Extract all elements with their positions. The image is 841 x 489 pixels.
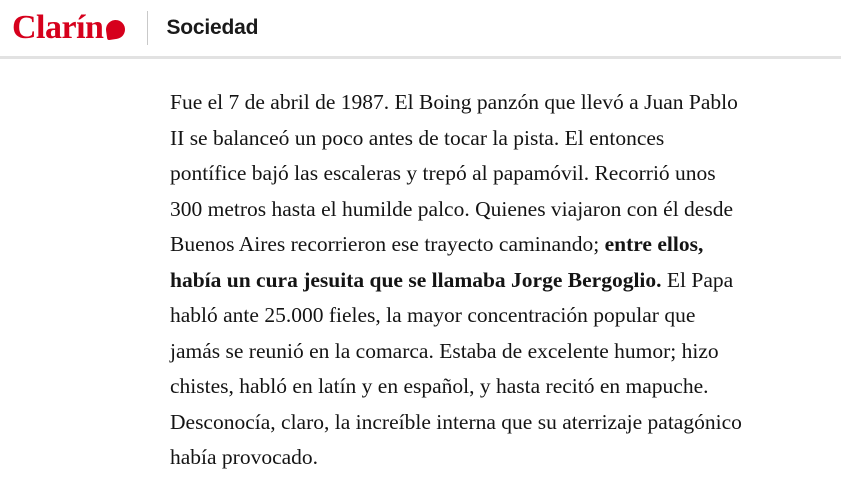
section-title[interactable]: Sociedad (166, 16, 259, 39)
clarin-drop-icon (105, 19, 126, 40)
paragraph-highlight: entre ellos, había un cura jesuita que se llamaba Jorge Bergoglio. (170, 232, 704, 292)
brand-name: Clarín (12, 9, 104, 46)
article-body (0, 59, 841, 476)
site-header (0, 0, 841, 56)
paragraph-text-part-1: Fue el 7 de abril de 1987. El Boing panzón que llevó a Juan Pablo II se balanceó un poco antes de tocar la pista. El entonces pontífice bajó las escaleras y trepó al papamóvil. Recorrió unos 300 metros hasta el humilde palco. Quienes viajaron con él desde Buenos Aires recorrieron ese trayecto caminando; (170, 90, 738, 256)
clarin-logo[interactable] (8, 11, 125, 45)
header-divider (147, 11, 148, 45)
paragraph-text-part-2: El Papa habló ante 25.000 fieles, la mayor concentración popular que jamás se reunió en la comarca. Estaba de excelente humor; hizo chistes, habló en latín y en español, y hasta recitó en mapuche. Desconocía, claro, la increíble interna que su aterrizaje patagónico había provocado. (170, 267, 742, 469)
article-paragraph (170, 85, 746, 476)
